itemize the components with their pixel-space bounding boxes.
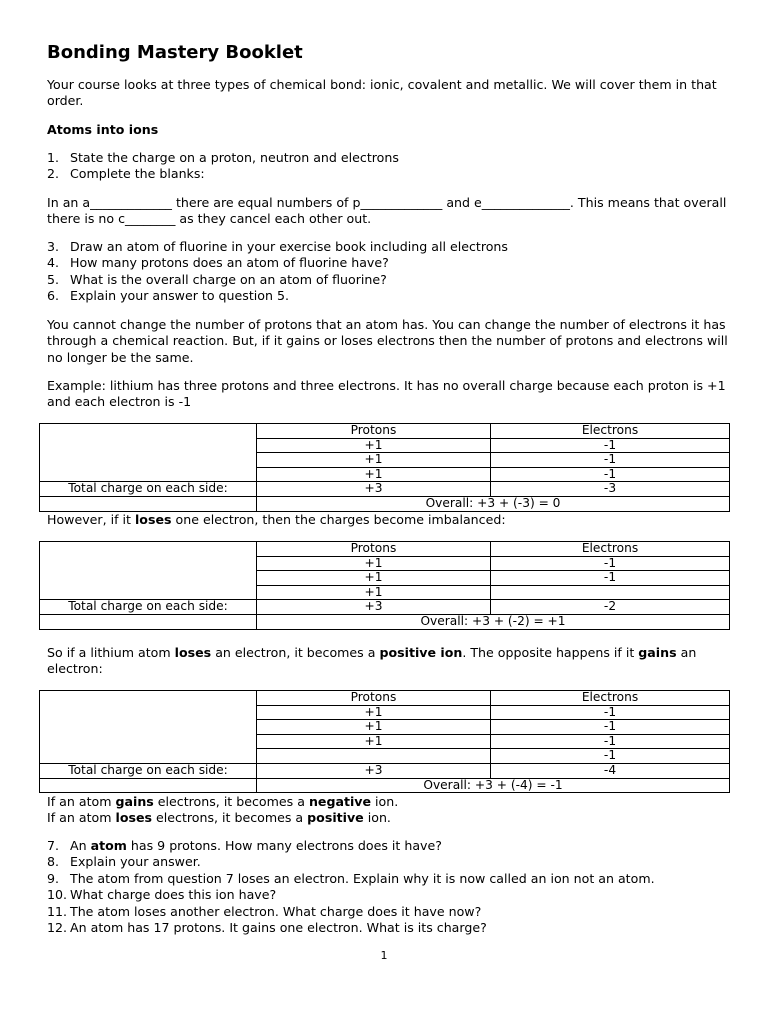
electron-total: -4 bbox=[491, 763, 730, 778]
list-item bbox=[47, 871, 737, 887]
list-item bbox=[47, 255, 737, 271]
item-text: State the charge on a proton, neutron and electrons bbox=[70, 150, 399, 165]
overall-charge: Overall: +3 + (-3) = 0 bbox=[257, 496, 730, 511]
item-text: Explain your answer to question 5. bbox=[70, 288, 289, 304]
question-list-a bbox=[47, 150, 737, 183]
empty-cell bbox=[40, 496, 257, 511]
item-text: Complete the blanks: bbox=[70, 166, 205, 182]
item-number: 12. bbox=[47, 920, 68, 936]
list-item bbox=[47, 838, 737, 854]
item-text: What is the overall charge on an atom of fluorine? bbox=[70, 271, 387, 287]
bold-run: loses bbox=[134, 512, 172, 527]
proton-total: +3 bbox=[257, 763, 491, 778]
electron-cell: -1 bbox=[491, 720, 730, 735]
electron-cell: -1 bbox=[491, 734, 730, 749]
section-heading: Atoms into ions bbox=[47, 122, 159, 137]
proton-cell: +1 bbox=[257, 438, 491, 453]
electron-cell: -1 bbox=[491, 467, 730, 482]
item-text: What charge does this ion have? bbox=[70, 887, 277, 903]
proton-cell bbox=[257, 749, 491, 764]
item-text: An atom has 17 protons. It gains one electron. What is its charge? bbox=[70, 920, 487, 936]
list-item bbox=[47, 272, 737, 288]
item-number: 1. bbox=[47, 150, 60, 165]
text-run: electrons, it becomes a bbox=[152, 810, 308, 825]
list-item bbox=[47, 150, 737, 166]
overall-row bbox=[40, 614, 730, 629]
page-title: Bonding Mastery Booklet bbox=[47, 42, 303, 63]
list-item bbox=[47, 854, 737, 870]
table-header-row bbox=[40, 691, 730, 706]
item-number: 11. bbox=[47, 903, 68, 919]
example-paragraph: Example: lithium has three protons and three electrons. It has no overall charge because each proton is +1 and each electron is -1 bbox=[47, 378, 726, 410]
total-label: Total charge on each side: bbox=[40, 763, 257, 778]
text-run: An bbox=[70, 838, 91, 853]
empty-cell bbox=[40, 614, 257, 629]
bold-run: loses bbox=[115, 810, 153, 825]
empty-cell bbox=[40, 691, 257, 764]
bold-run: loses bbox=[174, 645, 212, 660]
electron-cell: -1 bbox=[491, 438, 730, 453]
overall-charge: Overall: +3 + (-2) = +1 bbox=[257, 614, 730, 629]
list-item bbox=[47, 239, 737, 255]
electron-cell: -1 bbox=[491, 749, 730, 764]
item-number: 10. bbox=[47, 887, 68, 903]
charge-table-neutral bbox=[39, 423, 730, 512]
text-run: . The opposite happens if it bbox=[462, 645, 639, 660]
question-list-b bbox=[47, 239, 737, 305]
list-item bbox=[47, 920, 737, 936]
electrons-header: Electrons bbox=[491, 542, 730, 557]
electron-cell: -1 bbox=[491, 571, 730, 586]
charge-table-positive bbox=[39, 541, 730, 630]
item-text: The atom loses another electron. What charge does it have now? bbox=[70, 903, 482, 919]
text-run: If an atom bbox=[47, 794, 116, 809]
proton-cell: +1 bbox=[257, 467, 491, 482]
proton-cell: +1 bbox=[257, 453, 491, 468]
overall-row bbox=[40, 496, 730, 511]
electron-cell: -1 bbox=[491, 453, 730, 468]
protons-paragraph: You cannot change the number of protons that an atom has. You can change the number of electrons it has through a chemical reaction. But, if it gains or loses electrons then the number of protons and electrons will no longer be the same. bbox=[47, 317, 728, 365]
empty-cell bbox=[40, 778, 257, 793]
bold-run: negative bbox=[308, 794, 372, 809]
overall-charge: Overall: +3 + (-4) = -1 bbox=[257, 778, 730, 793]
proton-total: +3 bbox=[257, 600, 491, 615]
bold-run: positive ion bbox=[379, 645, 463, 660]
item-number: 4. bbox=[47, 255, 60, 271]
empty-cell bbox=[40, 424, 257, 482]
gains-rule-line bbox=[47, 794, 737, 810]
bold-run: positive bbox=[307, 810, 364, 825]
proton-total: +3 bbox=[257, 482, 491, 497]
item-number: 6. bbox=[47, 288, 60, 304]
total-label: Total charge on each side: bbox=[40, 600, 257, 615]
overall-row bbox=[40, 778, 730, 793]
text-run: one electron, then the charges become imbalanced: bbox=[171, 512, 506, 527]
list-item bbox=[47, 904, 737, 920]
electrons-header: Electrons bbox=[491, 424, 730, 439]
so-paragraph bbox=[47, 645, 737, 678]
charge-table-negative bbox=[39, 690, 730, 793]
total-row bbox=[40, 482, 730, 497]
protons-header: Protons bbox=[257, 542, 491, 557]
loses-rule-line bbox=[47, 810, 737, 826]
text-run: an electron: bbox=[47, 645, 697, 677]
proton-cell: +1 bbox=[257, 705, 491, 720]
list-item bbox=[47, 288, 737, 304]
total-row bbox=[40, 600, 730, 615]
bold-run: atom bbox=[90, 838, 127, 853]
bold-run: gains bbox=[638, 645, 677, 660]
text-run: electrons, it becomes a bbox=[153, 794, 309, 809]
bold-run: gains bbox=[115, 794, 154, 809]
table-header-row bbox=[40, 424, 730, 439]
item-number: 7. bbox=[47, 838, 60, 853]
total-label: Total charge on each side: bbox=[40, 482, 257, 497]
question-list-c bbox=[47, 838, 737, 936]
proton-cell: +1 bbox=[257, 571, 491, 586]
item-number: 3. bbox=[47, 239, 60, 254]
however-paragraph bbox=[47, 512, 737, 528]
list-item bbox=[47, 166, 737, 182]
proton-cell: +1 bbox=[257, 556, 491, 571]
electron-total: -2 bbox=[491, 600, 730, 615]
electron-cell: -1 bbox=[491, 556, 730, 571]
text-run: If an atom bbox=[47, 810, 116, 825]
empty-cell bbox=[40, 542, 257, 600]
electron-cell: -1 bbox=[491, 705, 730, 720]
list-item bbox=[47, 887, 737, 903]
fill-blanks-paragraph: In an a_____________ there are equal numbers of p_____________ and e______________. This means that overall there is no c________ as they cancel each other out. bbox=[47, 195, 727, 227]
electron-total: -3 bbox=[491, 482, 730, 497]
table-header-row bbox=[40, 542, 730, 557]
protons-header: Protons bbox=[257, 691, 491, 706]
page-number: 1 bbox=[380, 949, 388, 962]
item-text: How many protons does an atom of fluorine have? bbox=[70, 255, 389, 271]
text-run: an electron, it becomes a bbox=[211, 645, 380, 660]
intro-paragraph: Your course looks at three types of chemical bond: ionic, covalent and metallic. We will cover them in that order. bbox=[47, 77, 717, 109]
electrons-header: Electrons bbox=[491, 691, 730, 706]
electron-cell bbox=[491, 585, 730, 600]
item-text: The atom from question 7 loses an electron. Explain why it is now called an ion not an atom. bbox=[70, 870, 655, 886]
text-run: ion. bbox=[371, 794, 399, 809]
item-number: 5. bbox=[47, 271, 60, 287]
item-text: Explain your answer. bbox=[70, 854, 201, 870]
proton-cell: +1 bbox=[257, 734, 491, 749]
text-run: However, if it bbox=[47, 512, 135, 527]
text-run: ion. bbox=[363, 810, 391, 825]
total-row bbox=[40, 763, 730, 778]
item-text bbox=[70, 838, 442, 854]
item-text: Draw an atom of fluorine in your exercise book including all electrons bbox=[70, 239, 508, 254]
text-run: So if a lithium atom bbox=[47, 645, 175, 660]
text-run: has 9 protons. How many electrons does it have? bbox=[126, 838, 442, 853]
item-number: 9. bbox=[47, 870, 60, 886]
proton-cell: +1 bbox=[257, 720, 491, 735]
item-number: 8. bbox=[47, 854, 60, 870]
proton-cell: +1 bbox=[257, 585, 491, 600]
item-number: 2. bbox=[47, 166, 60, 182]
protons-header: Protons bbox=[257, 424, 491, 439]
